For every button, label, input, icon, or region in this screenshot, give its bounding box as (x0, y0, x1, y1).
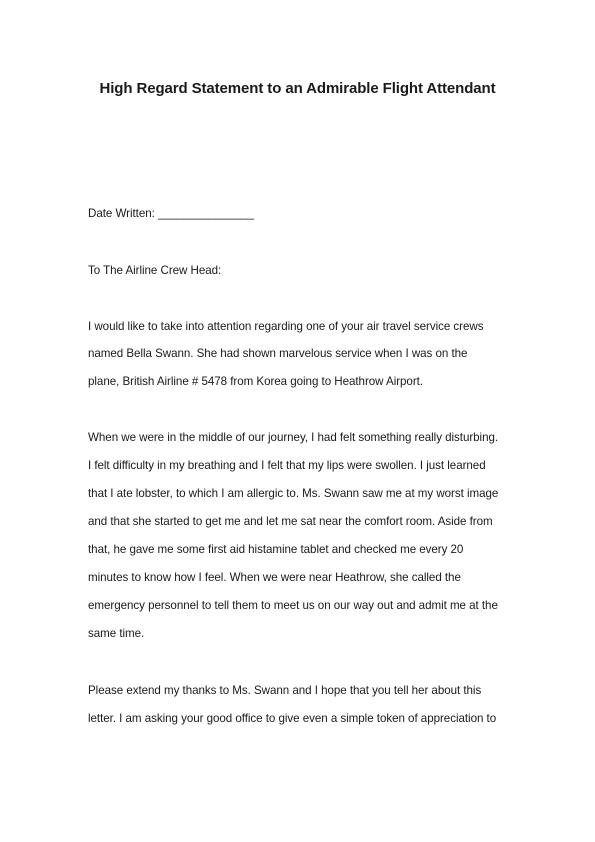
paragraph-line: I would like to take into attention regarding one of your air travel service crews (88, 320, 484, 333)
paragraph-line: named Bella Swann. She had shown marvelous service when I was on the (88, 347, 468, 360)
paragraph-line: letter. I am asking your good office to give even a simple token of appreciation to (88, 712, 497, 725)
paragraph-line: plane, British Airline # 5478 from Korea going to Heathrow Airport. (88, 375, 423, 388)
document-title: High Regard Statement to an Admirable Flight Attendant (99, 80, 496, 97)
paragraph-line: that, he gave me some first aid histamine tablet and checked me every 20 (88, 543, 464, 556)
paragraph-line: minutes to know how I feel. When we were near Heathrow, she called the (88, 571, 461, 584)
paragraph-line: Please extend my thanks to Ms. Swann and I hope that you tell her about this (88, 684, 482, 697)
paragraph-line: I felt difficulty in my breathing and I felt that my lips were swollen. I just learned (88, 459, 486, 472)
paragraph-line: emergency personnel to tell them to meet us on our way out and admit me at the (88, 599, 498, 612)
salutation: To The Airline Crew Head: (88, 264, 222, 277)
paragraph-line: When we were in the middle of our journey, I had felt something really disturbing. (88, 431, 499, 444)
paragraph-line: same time. (88, 627, 145, 640)
paragraph-line: that I ate lobster, to which I am allergic to. Ms. Swann saw me at my worst image (88, 487, 499, 500)
paragraph-line: and that she started to get me and let me sat near the comfort room. Aside from (88, 515, 493, 528)
date-written-line: Date Written: _______________ (88, 207, 254, 220)
